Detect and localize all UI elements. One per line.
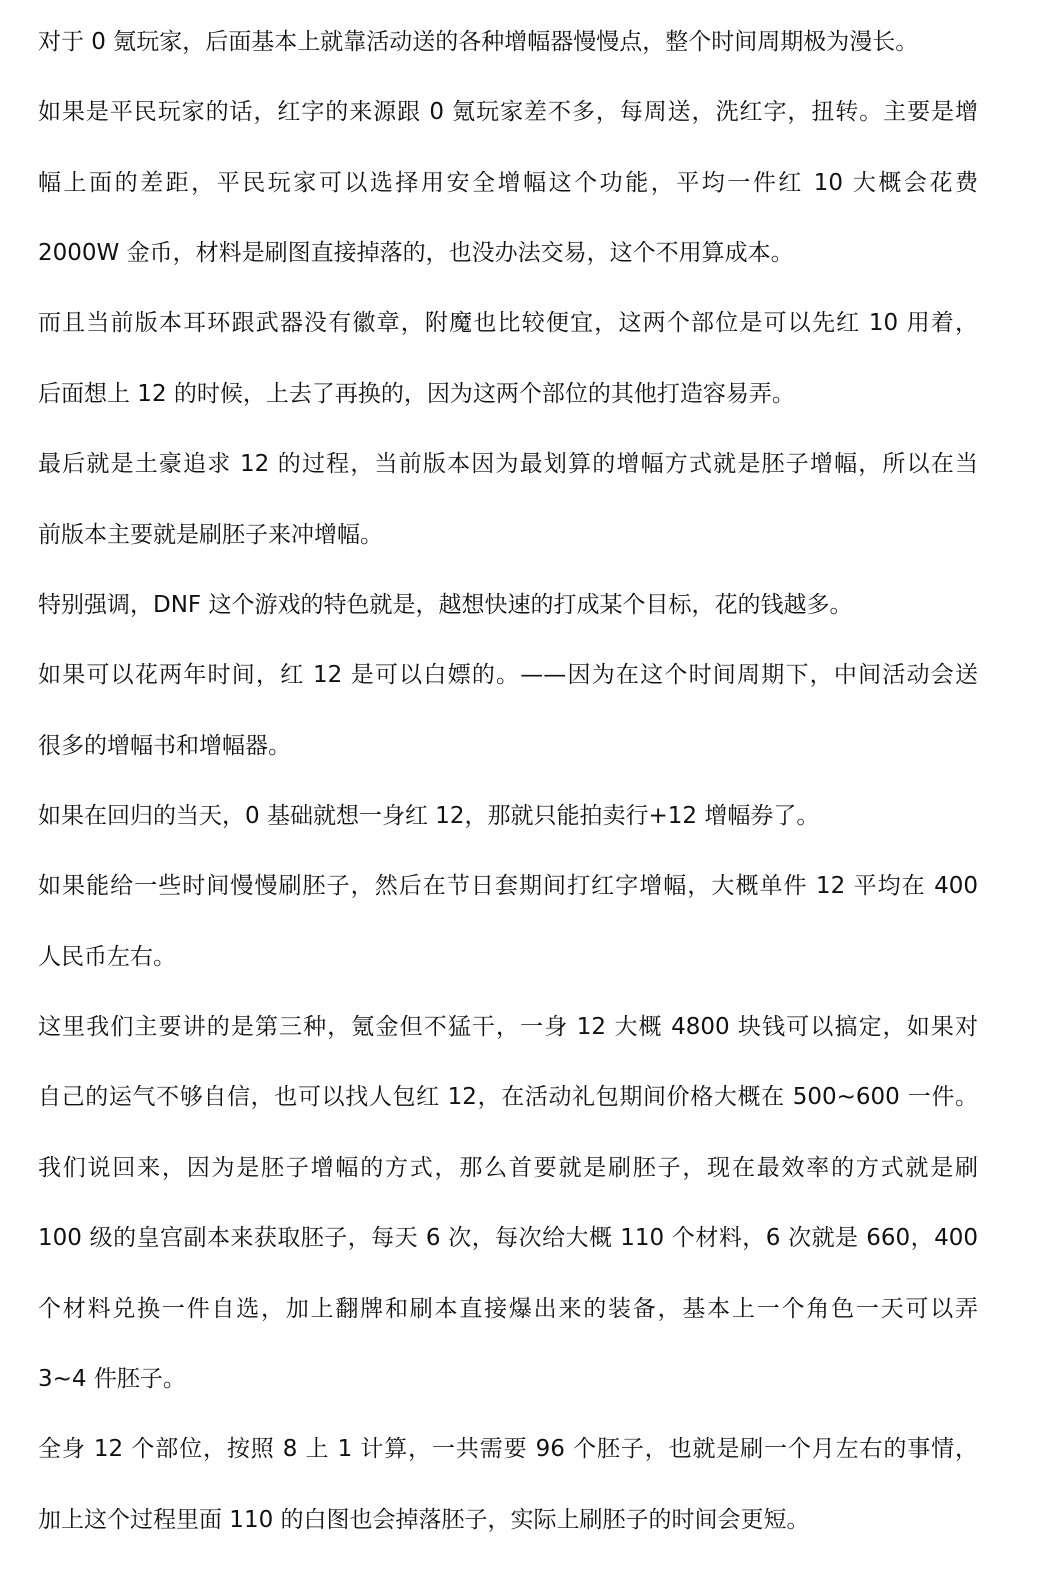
text-line: 如果在回归的当天，0 基础就想一身红 12，那就只能拍卖行+12 增幅券了。 bbox=[38, 803, 820, 829]
text-line: 前版本主要就是刷胚子来冲增幅。 bbox=[38, 522, 383, 548]
text-line: 如果可以花两年时间，红 12 是可以白嫖的。——因为在这个时间周期下，中间活动会送 bbox=[38, 662, 978, 688]
text-line: 对于 0 氪玩家，后面基本上就靠活动送的各种增幅器慢慢点，整个时间周期极为漫长。 bbox=[38, 29, 919, 55]
text-line: 3~4 件胚子。 bbox=[38, 1366, 186, 1392]
text-line: 人民币左右。 bbox=[38, 944, 176, 970]
text-line: 最后就是土豪追求 12 的过程，当前版本因为最划算的增幅方式就是胚子增幅，所以在当 bbox=[38, 451, 978, 477]
text-line: 后面想上 12 的时候，上去了再换的，因为这两个部位的其他打造容易弄。 bbox=[38, 381, 795, 407]
text-line: 如果能给一些时间慢慢刷胚子，然后在节日套期间打红字增幅，大概单件 12 平均在 400 bbox=[38, 873, 978, 899]
text-line: 100 级的皇宫副本来获取胚子，每天 6 次，每次给大概 110 个材料，6 次就是 660，400 bbox=[38, 1225, 978, 1251]
text-line: 自己的运气不够自信，也可以找人包红 12，在活动礼包期间价格大概在 500~600 一件。 bbox=[38, 1084, 978, 1110]
text-line: 如果是平民玩家的话，红字的来源跟 0 氪玩家差不多，每周送，洗红字，扭转。主要是增 bbox=[38, 99, 978, 125]
text-line: 特别强调，DNF 这个游戏的特色就是，越想快速的打成某个目标，花的钱越多。 bbox=[38, 592, 853, 618]
text-line: 而且当前版本耳环跟武器没有徽章，附魔也比较便宜，这两个部位是可以先红 10 用着， bbox=[38, 310, 978, 336]
text-line: 我们说回来，因为是胚子增幅的方式，那么首要就是刷胚子，现在最效率的方式就是刷 bbox=[38, 1155, 978, 1181]
text-line: 2000W 金币，材料是刷图直接掉落的，也没办法交易，这个不用算成本。 bbox=[38, 240, 794, 266]
text-line: 全身 12 个部位，按照 8 上 1 计算，一共需要 96 个胚子，也就是刷一个月左右的事情， bbox=[38, 1436, 978, 1462]
text-line: 个材料兑换一件自选，加上翻牌和刷本直接爆出来的装备，基本上一个角色一天可以弄 bbox=[38, 1296, 978, 1322]
text-line: 很多的增幅书和增幅器。 bbox=[38, 733, 291, 759]
text-line: 加上这个过程里面 110 的白图也会掉落胚子，实际上刷胚子的时间会更短。 bbox=[38, 1507, 810, 1533]
text-line: 幅上面的差距，平民玩家可以选择用安全增幅这个功能，平均一件红 10 大概会花费 bbox=[38, 170, 978, 196]
text-line: 这里我们主要讲的是第三种，氪金但不猛干，一身 12 大概 4800 块钱可以搞定，如果对 bbox=[38, 1014, 978, 1040]
